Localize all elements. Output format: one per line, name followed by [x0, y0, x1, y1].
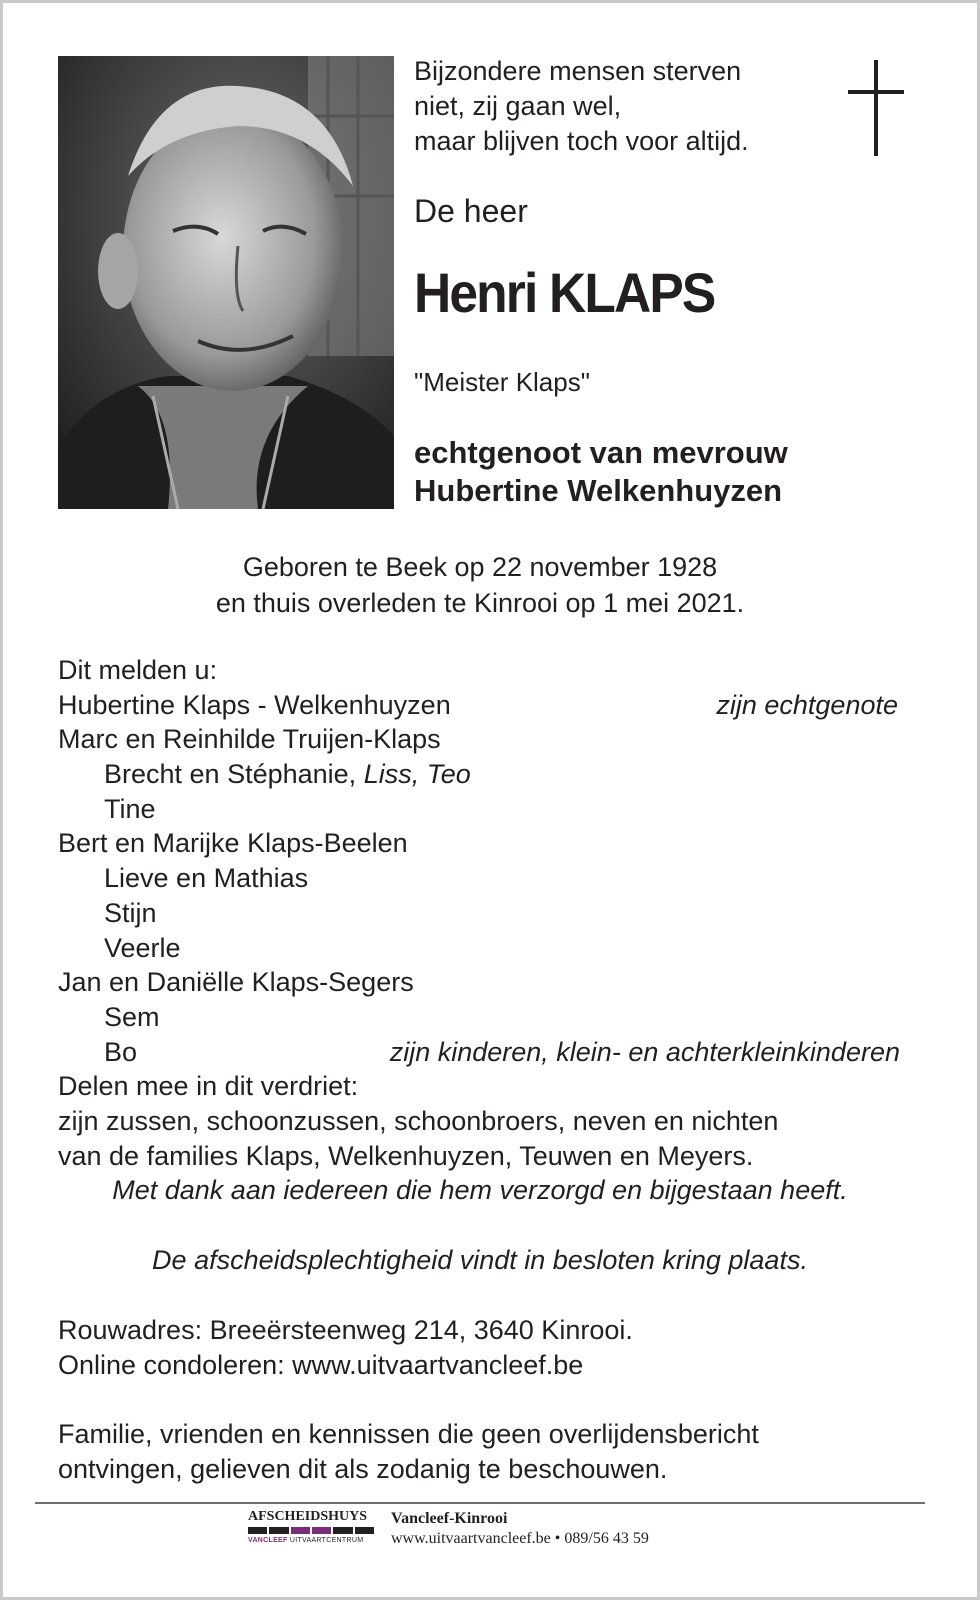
family-row [58, 792, 898, 827]
family-row [58, 1000, 898, 1035]
mourning-address: Rouwadres: Breeërsteenweg 214, 3640 Kinrooi. [58, 1315, 633, 1345]
family-member: Tine [104, 793, 156, 824]
family-member: Stijn [104, 897, 157, 928]
spouse-line: echtgenoot van mevrouw [414, 435, 788, 470]
ceremony-line: De afscheidsplechtigheid vindt in besloten kring plaats. [152, 1245, 808, 1275]
logo-bars [248, 1527, 374, 1534]
share-line: zijn zussen, schoonzussen, schoonbroers, neven en nichten [58, 1105, 779, 1136]
family-member: Bo [104, 1036, 138, 1067]
footer-divider [35, 1502, 925, 1504]
spouse-block [414, 434, 788, 510]
logo-title: AFSCHEIDSHUYS [248, 1509, 368, 1524]
notice-line: Familie, vrienden en kennissen die geen overlijdensbericht [58, 1419, 759, 1449]
family-row [58, 896, 898, 931]
family-list [58, 653, 898, 1173]
logo-subtitle [248, 1536, 374, 1546]
family-intro: Dit melden u: [58, 655, 218, 685]
family-row [58, 931, 898, 966]
birth-death-info [0, 549, 960, 621]
logo-sub-left: VANCLEEF [248, 1537, 288, 1544]
portrait-image [58, 56, 394, 509]
company-contact: www.uitvaartvancleef.be • 089/56 43 59 [391, 1530, 649, 1547]
family-member: Sem [104, 1001, 160, 1032]
family-member-great-grandchildren: Liss, Teo [363, 759, 471, 790]
family-member: Bert en Marijke Klaps-Beelen [58, 828, 408, 859]
family-member: Jan en Daniëlle Klaps-Segers [58, 967, 414, 998]
family-row [58, 861, 898, 896]
family-member: Brecht en Stéphanie, [104, 759, 364, 790]
spouse-line: Hubertine Welkenhuyzen [414, 473, 783, 508]
family-role: zijn kinderen, klein- en achterkleinkinderen [389, 1036, 900, 1067]
family-member: Veerle [104, 932, 181, 963]
name-prefix: De heer [414, 193, 528, 229]
family-member: Marc en Reinhilde Truijen-Klaps [58, 724, 441, 755]
portrait-photo [58, 56, 394, 509]
family-row [58, 826, 898, 861]
family-row [58, 722, 898, 757]
company-name: Vancleef-Kinrooi [391, 1510, 508, 1527]
thanks-line: Met dank aan iedereen die hem verzorgd en bijgestaan heeft. [112, 1175, 848, 1205]
cross-icon [848, 60, 904, 156]
online-condolence: Online condoleren: www.uitvaartvancleef.be [58, 1349, 584, 1380]
birth-line: Geboren te Beek op 22 november 1928 [242, 552, 718, 582]
family-row [58, 757, 898, 792]
death-line: en thuis overleden te Kinrooi op 1 mei 2021. [215, 588, 745, 618]
poem [414, 54, 749, 159]
family-member: Hubertine Klaps - Welkenhuyzen [58, 689, 451, 720]
funeral-home-contact [391, 1509, 649, 1549]
notice-block [58, 1417, 759, 1486]
deceased-name: Henri KLAPS [414, 261, 715, 324]
poem-line: niet, zij gaan wel, [414, 91, 622, 121]
share-line: van de families Klaps, Welkenhuyzen, Teuwen en Meyers. [58, 1140, 754, 1171]
nickname: "Meister Klaps" [414, 367, 590, 397]
family-row [58, 965, 898, 1000]
poem-line: Bijzondere mensen sterven [414, 56, 742, 86]
poem-line: maar blijven toch voor altijd. [414, 126, 749, 156]
share-intro: Delen mee in dit verdriet: [58, 1071, 359, 1102]
funeral-home-logo [248, 1509, 374, 1549]
family-role: zijn echtgenote [716, 689, 898, 720]
family-member: Lieve en Mathias [104, 863, 309, 894]
family-row [58, 688, 898, 723]
logo-sub-right: UITVAARTCENTRUM [289, 1537, 364, 1544]
family-row [58, 1035, 898, 1070]
notice-line: ontvingen, gelieven dit als zodanig te beschouwen. [58, 1453, 668, 1484]
address-block [58, 1313, 633, 1382]
